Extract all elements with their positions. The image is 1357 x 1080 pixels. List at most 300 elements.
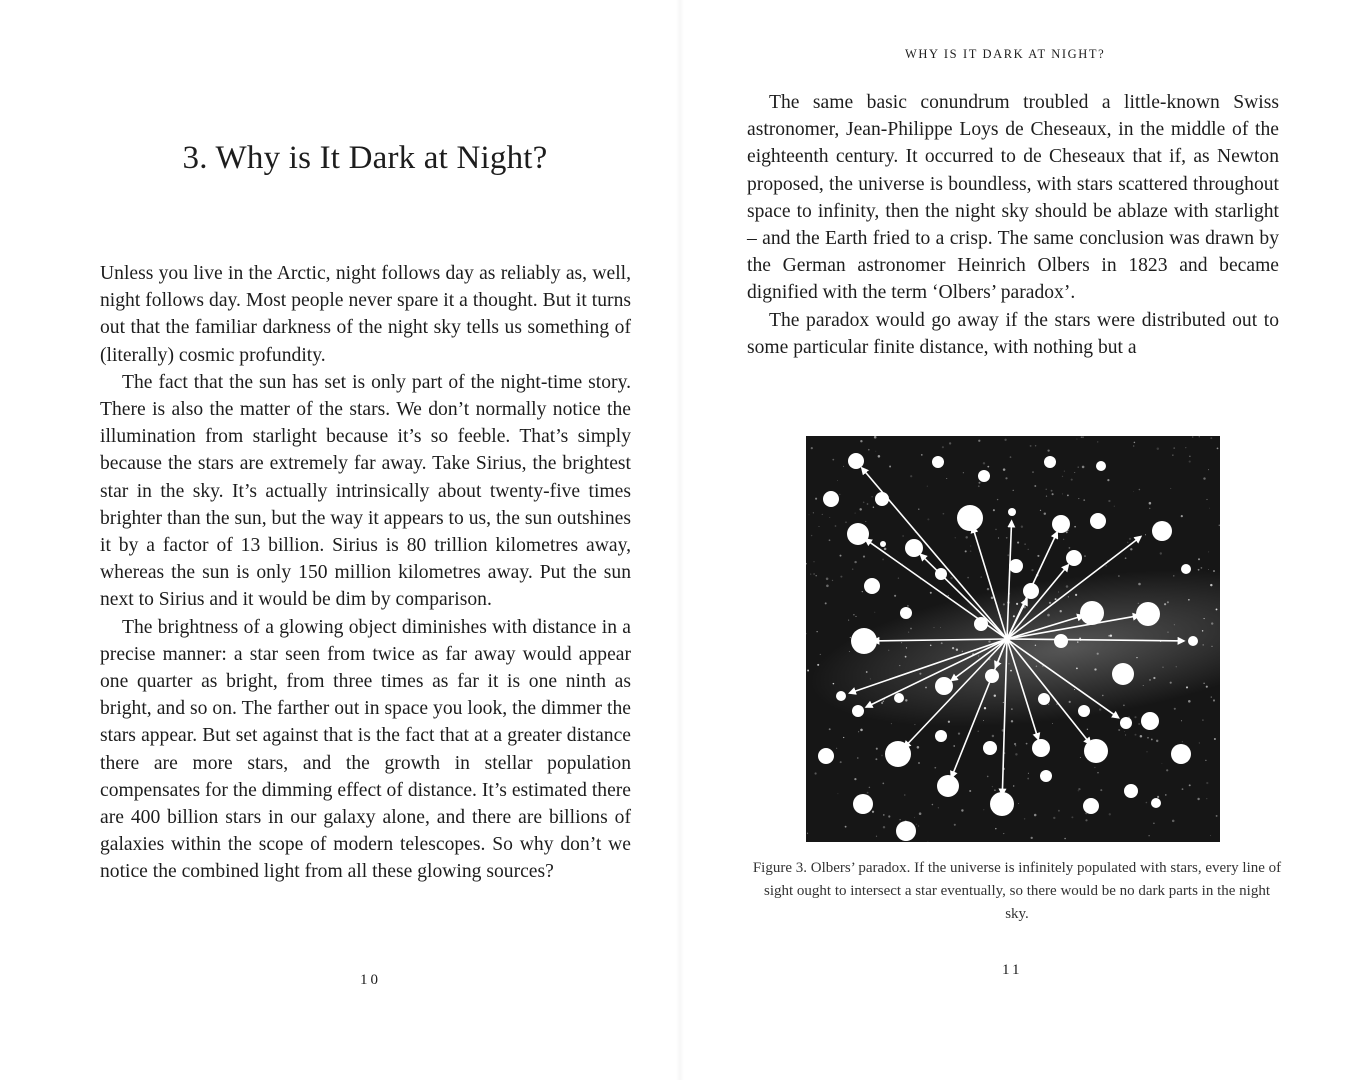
background-star bbox=[1003, 833, 1004, 834]
background-star bbox=[1166, 769, 1168, 771]
background-star bbox=[980, 576, 982, 578]
background-star bbox=[1149, 835, 1150, 836]
background-star bbox=[870, 678, 871, 679]
background-star bbox=[1172, 820, 1175, 823]
background-star bbox=[1125, 557, 1127, 559]
background-star bbox=[811, 447, 813, 449]
background-star bbox=[955, 537, 956, 538]
background-star bbox=[1076, 439, 1077, 440]
background-star bbox=[843, 737, 844, 738]
star-disc bbox=[894, 693, 904, 703]
background-star bbox=[1118, 575, 1120, 577]
page-number: 11 bbox=[1002, 962, 1023, 978]
background-star bbox=[853, 614, 854, 615]
background-star bbox=[1028, 549, 1029, 550]
background-star bbox=[1134, 442, 1136, 444]
left-body-text bbox=[100, 260, 631, 886]
background-star bbox=[1147, 737, 1149, 739]
background-star bbox=[1214, 738, 1216, 740]
background-star bbox=[946, 478, 947, 479]
chapter-title: 3. Why is It Dark at Night? bbox=[182, 140, 548, 176]
background-star bbox=[1034, 485, 1036, 487]
background-star bbox=[1035, 445, 1036, 446]
star-disc bbox=[935, 568, 947, 580]
background-star bbox=[1129, 538, 1131, 540]
star-disc bbox=[1008, 508, 1016, 516]
background-star bbox=[1062, 493, 1063, 494]
background-star bbox=[1182, 788, 1184, 790]
background-star bbox=[1094, 767, 1095, 768]
background-star bbox=[1036, 666, 1038, 668]
star-disc bbox=[1052, 515, 1070, 533]
background-star bbox=[826, 578, 829, 581]
background-star bbox=[1037, 555, 1039, 557]
background-star bbox=[1017, 542, 1019, 544]
background-star bbox=[1078, 790, 1079, 791]
background-star bbox=[952, 647, 954, 649]
background-star bbox=[1044, 512, 1046, 514]
background-star bbox=[969, 790, 971, 792]
star-disc bbox=[1090, 513, 1106, 529]
background-star bbox=[1021, 526, 1023, 528]
background-star bbox=[987, 466, 989, 468]
star-disc bbox=[847, 523, 869, 545]
background-star bbox=[905, 656, 907, 658]
background-star bbox=[843, 466, 844, 467]
background-star bbox=[1204, 618, 1205, 619]
background-star bbox=[941, 642, 943, 644]
background-star bbox=[1206, 686, 1208, 688]
star-disc bbox=[1054, 634, 1068, 648]
background-star bbox=[1015, 745, 1016, 746]
star-disc bbox=[1112, 663, 1134, 685]
background-star bbox=[907, 605, 909, 607]
background-star bbox=[1114, 506, 1115, 507]
background-star bbox=[1174, 624, 1175, 625]
background-star bbox=[1013, 785, 1014, 786]
background-star bbox=[1102, 695, 1103, 696]
background-star bbox=[1006, 537, 1008, 539]
background-star bbox=[1078, 788, 1080, 790]
background-star bbox=[1167, 601, 1169, 603]
background-star bbox=[1134, 716, 1136, 718]
paragraph: The brightness of a glowing object diminishes with distance in a precise manner: a star seen from twice as far away would appear one quarter as bright, from three times as far it is one ninth as bright, and so on. The farther out in space you look, the dimmer the stars appear. But set against that is the fact that at a greater distance there are more stars, and the growth in stellar population compensates for the dimming effect of distance. It’s estimated there are 400 billion stars in our galaxy alone, and there are billions of galaxies within the scope of modern telescopes. So why don’t we notice the combined light from all these glowing sources? bbox=[100, 616, 631, 883]
background-star bbox=[1040, 510, 1041, 511]
background-star bbox=[1003, 702, 1004, 703]
background-star bbox=[1060, 610, 1062, 612]
background-star bbox=[1210, 437, 1212, 439]
background-star bbox=[1058, 810, 1060, 812]
star-disc bbox=[880, 541, 886, 547]
background-star bbox=[862, 591, 863, 592]
background-star bbox=[950, 577, 952, 579]
background-star bbox=[806, 563, 807, 564]
background-star bbox=[997, 499, 998, 500]
background-star bbox=[943, 513, 945, 515]
background-star bbox=[1133, 445, 1134, 446]
background-star bbox=[839, 494, 840, 495]
background-star bbox=[1208, 569, 1209, 570]
background-star bbox=[1074, 526, 1076, 528]
background-star bbox=[978, 440, 980, 442]
background-star bbox=[1053, 817, 1055, 819]
background-star bbox=[888, 815, 890, 817]
background-star bbox=[1100, 789, 1102, 791]
background-star bbox=[1013, 490, 1014, 491]
background-star bbox=[983, 720, 984, 721]
background-star bbox=[891, 723, 892, 724]
background-star bbox=[1205, 760, 1206, 761]
star-disc bbox=[851, 628, 877, 654]
background-star bbox=[949, 442, 951, 444]
background-star bbox=[1124, 731, 1125, 732]
background-star bbox=[1199, 436, 1200, 437]
background-star bbox=[1046, 489, 1047, 490]
star-disc bbox=[852, 705, 864, 717]
background-star bbox=[810, 574, 811, 575]
background-star bbox=[1143, 685, 1144, 686]
background-star bbox=[978, 655, 979, 656]
background-star bbox=[1198, 558, 1200, 560]
background-star bbox=[906, 647, 907, 648]
background-star bbox=[967, 577, 969, 579]
background-star bbox=[1208, 551, 1209, 552]
background-star bbox=[1188, 700, 1191, 703]
star-disc bbox=[1032, 739, 1050, 757]
background-star bbox=[888, 650, 889, 651]
background-star bbox=[1081, 436, 1082, 437]
background-star bbox=[934, 767, 936, 769]
star-disc bbox=[1080, 601, 1104, 625]
running-head: WHY IS IT DARK AT NIGHT? bbox=[905, 47, 1106, 61]
background-star bbox=[836, 748, 837, 749]
background-star bbox=[883, 814, 885, 816]
background-star bbox=[832, 580, 833, 581]
background-star bbox=[815, 498, 817, 500]
background-star bbox=[1198, 569, 1200, 571]
background-star bbox=[958, 733, 960, 735]
star-disc bbox=[1038, 693, 1050, 705]
background-star bbox=[1216, 815, 1218, 817]
background-star bbox=[855, 616, 856, 617]
background-star bbox=[902, 535, 903, 536]
background-star bbox=[1168, 632, 1169, 633]
background-star bbox=[1080, 757, 1081, 758]
background-star bbox=[1110, 635, 1112, 637]
background-star bbox=[819, 526, 820, 527]
background-star bbox=[1138, 583, 1141, 586]
background-star bbox=[1066, 585, 1069, 588]
starfield-illustration bbox=[806, 436, 1220, 842]
background-star bbox=[1156, 740, 1158, 742]
background-star bbox=[1024, 543, 1025, 544]
background-star bbox=[1071, 479, 1073, 481]
background-star bbox=[1105, 565, 1107, 567]
star-disc bbox=[1044, 456, 1056, 468]
background-star bbox=[874, 612, 875, 613]
background-star bbox=[1181, 515, 1183, 517]
background-star bbox=[961, 809, 963, 811]
background-star bbox=[978, 485, 980, 487]
background-star bbox=[927, 486, 928, 487]
background-star bbox=[1189, 456, 1190, 457]
star-disc bbox=[818, 748, 834, 764]
background-star bbox=[916, 824, 917, 825]
star-disc bbox=[1151, 798, 1161, 808]
background-star bbox=[1139, 489, 1141, 491]
background-star bbox=[882, 783, 884, 785]
background-star bbox=[1189, 784, 1191, 786]
background-star bbox=[1052, 493, 1054, 495]
star-disc bbox=[935, 730, 947, 742]
background-star bbox=[965, 536, 967, 538]
background-star bbox=[1108, 500, 1110, 502]
background-star bbox=[874, 436, 877, 439]
star-disc bbox=[1083, 798, 1099, 814]
star-disc bbox=[1096, 461, 1106, 471]
background-star bbox=[815, 772, 817, 774]
background-star bbox=[1172, 455, 1173, 456]
background-star bbox=[1048, 704, 1049, 705]
background-star bbox=[889, 466, 891, 468]
background-star bbox=[857, 757, 858, 758]
background-star bbox=[881, 755, 883, 757]
background-star bbox=[1055, 598, 1057, 600]
background-star bbox=[1066, 531, 1068, 533]
background-star bbox=[1035, 645, 1036, 646]
background-star bbox=[1149, 508, 1151, 510]
star-disc bbox=[900, 607, 912, 619]
background-star bbox=[1216, 608, 1218, 610]
background-star bbox=[1186, 686, 1188, 688]
background-star bbox=[1118, 729, 1120, 731]
background-star bbox=[815, 575, 816, 576]
background-star bbox=[840, 555, 842, 557]
background-star bbox=[825, 602, 827, 604]
background-star bbox=[806, 633, 807, 634]
background-star bbox=[938, 807, 939, 808]
background-star bbox=[979, 482, 981, 484]
background-star bbox=[1136, 657, 1137, 658]
background-star bbox=[932, 804, 934, 806]
background-star bbox=[1140, 735, 1143, 738]
background-star bbox=[1004, 439, 1006, 441]
background-star bbox=[854, 778, 856, 780]
background-star bbox=[1173, 575, 1174, 576]
background-star bbox=[1151, 738, 1153, 740]
paragraph: The fact that the sun has set is only part of the night-time story. There is also the matter of the stars. We don’t normally notice the illumination from starlight because it’s so feeble. That’s simply because the stars are extremely far away. Take Sirius, the brightest star in the sky. It’s actually intrinsically about twenty-five times brighter than the sun, but the way it appears to us, the sun outshines it by a factor of 13 billion. Sirius is 80 trillion kilometres away, whereas the sun is only 150 million kilometres away. Put the sun next to Sirius and it would be dim by comparison. bbox=[100, 371, 631, 611]
background-star bbox=[1202, 719, 1204, 721]
background-star bbox=[901, 642, 902, 643]
background-star bbox=[1107, 479, 1109, 481]
background-star bbox=[1138, 723, 1139, 724]
star-disc bbox=[1066, 550, 1082, 566]
background-star bbox=[860, 729, 863, 732]
background-star bbox=[1083, 499, 1085, 501]
background-star bbox=[970, 550, 972, 552]
background-star bbox=[855, 513, 856, 514]
background-star bbox=[1162, 667, 1163, 668]
background-star bbox=[1052, 723, 1053, 724]
background-star bbox=[1024, 818, 1025, 819]
background-star bbox=[1127, 542, 1129, 544]
background-star bbox=[998, 537, 999, 538]
background-star bbox=[1174, 708, 1176, 710]
background-star bbox=[962, 651, 963, 652]
background-star bbox=[908, 632, 909, 633]
background-star bbox=[1094, 668, 1096, 670]
background-star bbox=[1085, 819, 1087, 821]
star-disc bbox=[905, 539, 923, 557]
background-star bbox=[1157, 796, 1159, 798]
background-star bbox=[921, 454, 923, 456]
background-star bbox=[1188, 599, 1190, 601]
background-star bbox=[866, 671, 868, 673]
background-star bbox=[873, 507, 874, 508]
background-star bbox=[1210, 584, 1212, 586]
background-star bbox=[914, 817, 915, 818]
background-star bbox=[983, 462, 985, 464]
background-star bbox=[978, 731, 979, 732]
background-star bbox=[859, 508, 861, 510]
background-star bbox=[1010, 670, 1012, 672]
background-star bbox=[1058, 591, 1059, 592]
background-star bbox=[1075, 594, 1077, 596]
background-star bbox=[1034, 814, 1037, 817]
background-star bbox=[813, 573, 815, 575]
background-star bbox=[1181, 720, 1182, 721]
background-star bbox=[1153, 822, 1155, 824]
background-star bbox=[1211, 646, 1212, 647]
star-disc bbox=[1136, 602, 1160, 626]
background-star bbox=[995, 529, 997, 531]
background-star bbox=[1030, 445, 1032, 447]
background-star bbox=[1062, 476, 1063, 477]
star-disc bbox=[990, 792, 1014, 816]
background-star bbox=[1170, 488, 1171, 489]
background-star bbox=[1016, 603, 1018, 605]
background-star bbox=[994, 789, 996, 791]
star-disc bbox=[1040, 770, 1052, 782]
background-star bbox=[837, 480, 838, 481]
background-star bbox=[1211, 622, 1213, 624]
background-star bbox=[813, 512, 814, 513]
background-star bbox=[1082, 466, 1085, 469]
background-star bbox=[833, 683, 835, 685]
background-star bbox=[822, 514, 823, 515]
background-star bbox=[876, 836, 877, 837]
star-disc bbox=[1171, 744, 1191, 764]
background-star bbox=[884, 548, 887, 551]
background-star bbox=[963, 472, 964, 473]
background-star bbox=[1208, 469, 1209, 470]
star-disc bbox=[1120, 717, 1132, 729]
background-star bbox=[1076, 668, 1078, 670]
background-star bbox=[987, 776, 989, 778]
background-star bbox=[867, 503, 869, 505]
background-star bbox=[1082, 436, 1084, 438]
background-star bbox=[994, 660, 995, 661]
star-disc bbox=[1181, 564, 1191, 574]
background-star bbox=[1077, 641, 1078, 642]
background-star bbox=[817, 664, 819, 666]
background-star bbox=[1027, 778, 1029, 780]
background-star bbox=[925, 687, 927, 689]
background-star bbox=[883, 700, 885, 702]
page-number: 10 bbox=[360, 972, 381, 988]
star-disc bbox=[983, 741, 997, 755]
background-star bbox=[995, 828, 997, 830]
background-star bbox=[1046, 496, 1047, 497]
background-star bbox=[1067, 495, 1069, 497]
background-star bbox=[881, 702, 883, 704]
background-star bbox=[1010, 456, 1012, 458]
background-star bbox=[948, 595, 949, 596]
background-star bbox=[1206, 798, 1207, 799]
background-star bbox=[930, 645, 932, 647]
background-star bbox=[1078, 466, 1079, 467]
background-star bbox=[826, 585, 829, 588]
background-star bbox=[829, 728, 831, 730]
background-star bbox=[1071, 816, 1073, 818]
background-star bbox=[1031, 569, 1033, 571]
star-disc bbox=[1023, 583, 1039, 599]
background-star bbox=[1164, 603, 1166, 605]
background-star bbox=[1176, 666, 1177, 667]
background-star bbox=[1199, 742, 1200, 743]
background-star bbox=[1003, 468, 1006, 471]
background-star bbox=[1047, 614, 1050, 617]
background-star bbox=[840, 576, 842, 578]
background-star bbox=[1064, 471, 1065, 472]
background-star bbox=[1011, 708, 1013, 710]
background-star bbox=[919, 673, 921, 675]
star-disc bbox=[1124, 784, 1138, 798]
background-star bbox=[954, 824, 956, 826]
background-star bbox=[1084, 555, 1085, 556]
background-star bbox=[1203, 477, 1205, 479]
background-star bbox=[1003, 603, 1005, 605]
background-star bbox=[1133, 491, 1134, 492]
background-star bbox=[899, 819, 901, 821]
right-body-text bbox=[747, 89, 1279, 361]
background-star bbox=[1203, 683, 1204, 684]
background-star bbox=[940, 627, 941, 628]
background-star bbox=[854, 561, 856, 563]
background-star bbox=[868, 449, 870, 451]
background-star bbox=[875, 451, 876, 452]
background-star bbox=[942, 446, 944, 448]
background-star bbox=[1049, 602, 1051, 604]
background-star bbox=[1206, 499, 1207, 500]
background-star bbox=[919, 812, 922, 815]
background-star bbox=[863, 556, 865, 558]
background-star bbox=[1068, 596, 1069, 597]
background-star bbox=[1123, 704, 1125, 706]
star-disc bbox=[935, 677, 953, 695]
background-star bbox=[1015, 753, 1017, 755]
background-star bbox=[970, 546, 971, 547]
background-star bbox=[987, 588, 989, 590]
background-star bbox=[1213, 699, 1215, 701]
background-star bbox=[817, 631, 818, 632]
star-disc bbox=[1084, 739, 1108, 763]
background-star bbox=[1013, 615, 1015, 617]
star-disc bbox=[1152, 521, 1172, 541]
background-star bbox=[1097, 441, 1098, 442]
background-star bbox=[1146, 802, 1148, 804]
paragraph: The same basic conundrum troubled a little-known Swiss astronomer, Jean-Philippe Loys de Cheseaux, in the middle of the eighteenth century. It occurred to de Cheseaux that if, as Newton proposed, the universe is boundless, with stars scattered throughout space to infinity, then the night sky should be ablaze with starlight – and the Earth fried to a crisp. The same conclusion was drawn by the German astronomer Heinrich Olbers in 1823 and became dignified with the term ‘Olbers’ paradox’. bbox=[747, 92, 1279, 304]
